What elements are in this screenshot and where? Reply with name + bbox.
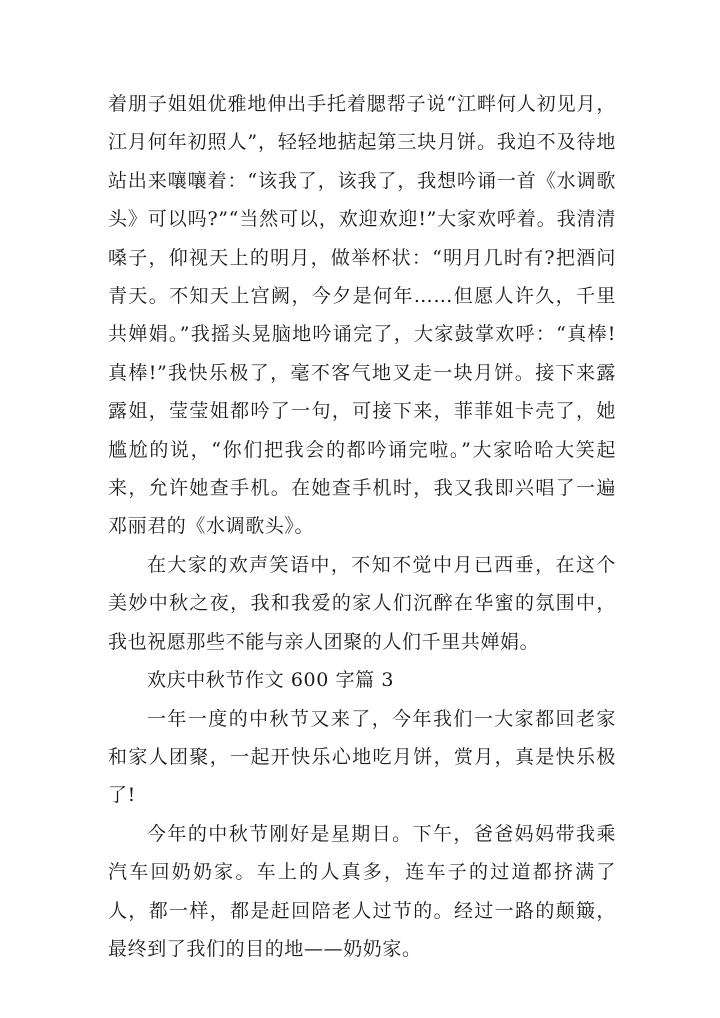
paragraph-journey: 今年的中秋节刚好是星期日。下午，爸爸妈妈带我乘汽车回奶奶家。车上的人真多，连车子的过道都挤满了人，都一样，都是赶回陪老人过节的。经过一路的颠簸，最终到了我们的目的地——奶奶家。 [108,822,616,960]
section-title: 欢庆中秋节作文 600 字篇 3 [147,669,395,692]
paragraph-conclusion: 在大家的欢声笑语中，不知不觉中月已西垂，在这个美妙中秋之夜，我和我爱的家人们沉醉在华蜜的氛围中，我也祝愿那些不能与亲人团聚的人们千里共婵娟。 [108,553,616,653]
paragraph-intro: 一年一度的中秋节又来了，今年我们一大家都回老家和家人团聚，一起开快乐心地吃月饼，赏月，真是快乐极了! [108,707,616,807]
document-body [108,85,616,968]
paragraph-poem-recital: 着朋子姐姐优雅地伸出手托着腮帮子说“江畔何人初见月，江月何年初照人”，轻轻地掂起第三块月饼。我迫不及待地站出来嚷嚷着：“该我了，该我了，我想吟诵一首《水调歌头》可以吗?”“当然可以，欢迎欢迎!”大家欢呼着。我清清嗓子，仰视天上的明月，做举杯状：“明月几时有?把酒问青天。不知天上宫阙，今夕是何年……但愿人许久，千里共婵娟。”我摇头晃脑地吟诵完了，大家鼓掌欢呼：“真棒!真棒!”我快乐极了，毫不客气地叉走一块月饼。接下来露露姐，莹莹姐都吟了一句，可接下来，菲菲姐卡壳了，她尴尬的说，“你们把我会的都吟诵完啦。”大家哈哈大笑起来，允许她查手机。在她查手机时，我又我即兴唱了一遍邓丽君的《水调歌头》。 [108,93,616,538]
